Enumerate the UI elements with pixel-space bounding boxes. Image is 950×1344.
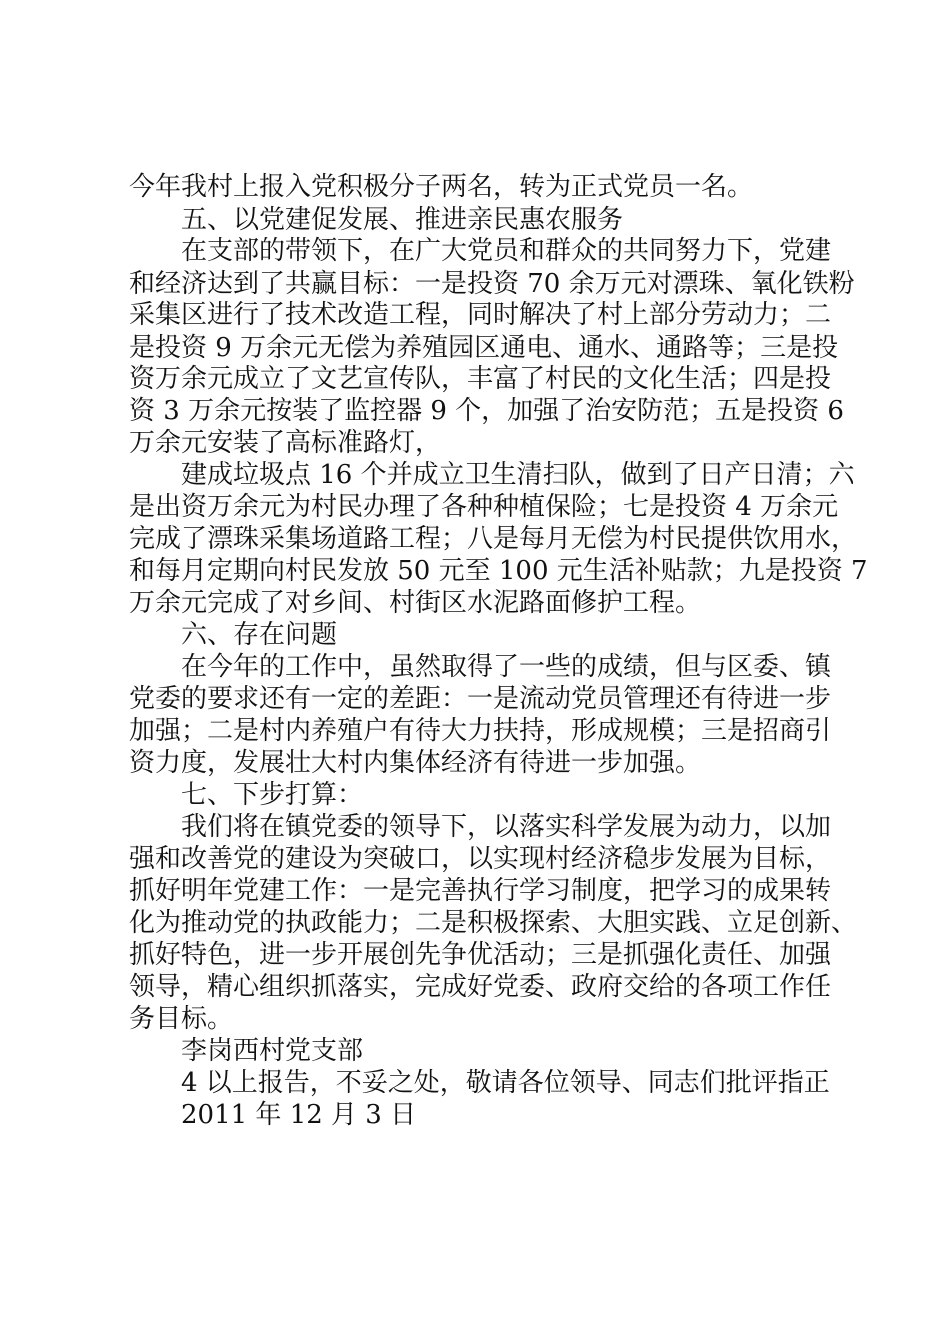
text-line: 采集区进行了技术改造工程，同时解决了村上部分劳动力；二	[129, 300, 832, 330]
text-line: 在今年的工作中，虽然取得了一些的成绩，但与区委、镇	[181, 652, 832, 682]
date-line: 2011 年 12 月 3 日	[181, 1100, 417, 1130]
text-line: 和每月定期向村民发放 50 元至 100 元生活补贴款；九是投资 7	[129, 556, 868, 586]
section-heading-7: 七、下步打算：	[181, 780, 364, 810]
text-line: 万余元完成了对乡间、村街区水泥路面修护工程。	[129, 588, 702, 618]
text-line: 务目标。	[129, 1004, 234, 1034]
closing-line: 4 以上报告，不妥之处，敬请各位领导、同志们批评指正	[181, 1068, 830, 1098]
text-line: 我们将在镇党委的领导下，以落实科学发展为动力，以加	[181, 812, 832, 842]
text-line: 在支部的带领下，在广大党员和群众的共同努力下，党建	[181, 236, 832, 266]
text-line: 领导，精心组织抓落实，完成好党委、政府交给的各项工作任	[129, 972, 832, 1002]
text-line: 加强；二是村内养殖户有待大力扶持，形成规模；三是招商引	[129, 716, 832, 746]
text-line: 强和改善党的建设为突破口，以实现村经济稳步发展为目标，	[129, 844, 832, 874]
signature-org: 李岗西村党支部	[181, 1036, 364, 1066]
text-line: 是投资 9 万余元无偿为养殖园区通电、通水、通路等；三是投	[129, 333, 839, 363]
text-line: 万余元安装了高标准路灯，	[129, 428, 442, 458]
text-line: 资力度，发展壮大村内集体经济有待进一步加强。	[129, 748, 702, 778]
text-line: 抓好明年党建工作：一是完善执行学习制度，把学习的成果转	[129, 876, 832, 906]
text-line: 和经济达到了共赢目标：一是投资 70 余万元对漂珠、氧化铁粉	[129, 269, 855, 299]
text-line: 是出资万余元为村民办理了各种种植保险；七是投资 4 万余元	[129, 492, 839, 522]
section-heading-6: 六、存在问题	[181, 620, 338, 650]
text-line: 资万余元成立了文艺宣传队，丰富了村民的文化生活；四是投	[129, 364, 832, 394]
text-line: 今年我村上报入党积极分子两名，转为正式党员一名。	[129, 172, 754, 202]
section-heading-5: 五、以党建促发展、推进亲民惠农服务	[181, 205, 624, 235]
text-line: 资 3 万余元按装了监控器 9 个，加强了治安防范；五是投资 6	[129, 396, 844, 426]
text-line: 完成了漂珠采集场道路工程；八是每月无偿为村民提供饮用水，	[129, 524, 858, 554]
text-line: 党委的要求还有一定的差距：一是流动党员管理还有待进一步	[129, 684, 832, 714]
text-line: 化为推动党的执政能力；二是积极探索、大胆实践、立足创新、	[129, 908, 858, 938]
text-line: 抓好特色，进一步开展创先争优活动；三是抓强化责任、加强	[129, 940, 832, 970]
text-line: 建成垃圾点 16 个并成立卫生清扫队，做到了日产日清；六	[181, 460, 855, 490]
